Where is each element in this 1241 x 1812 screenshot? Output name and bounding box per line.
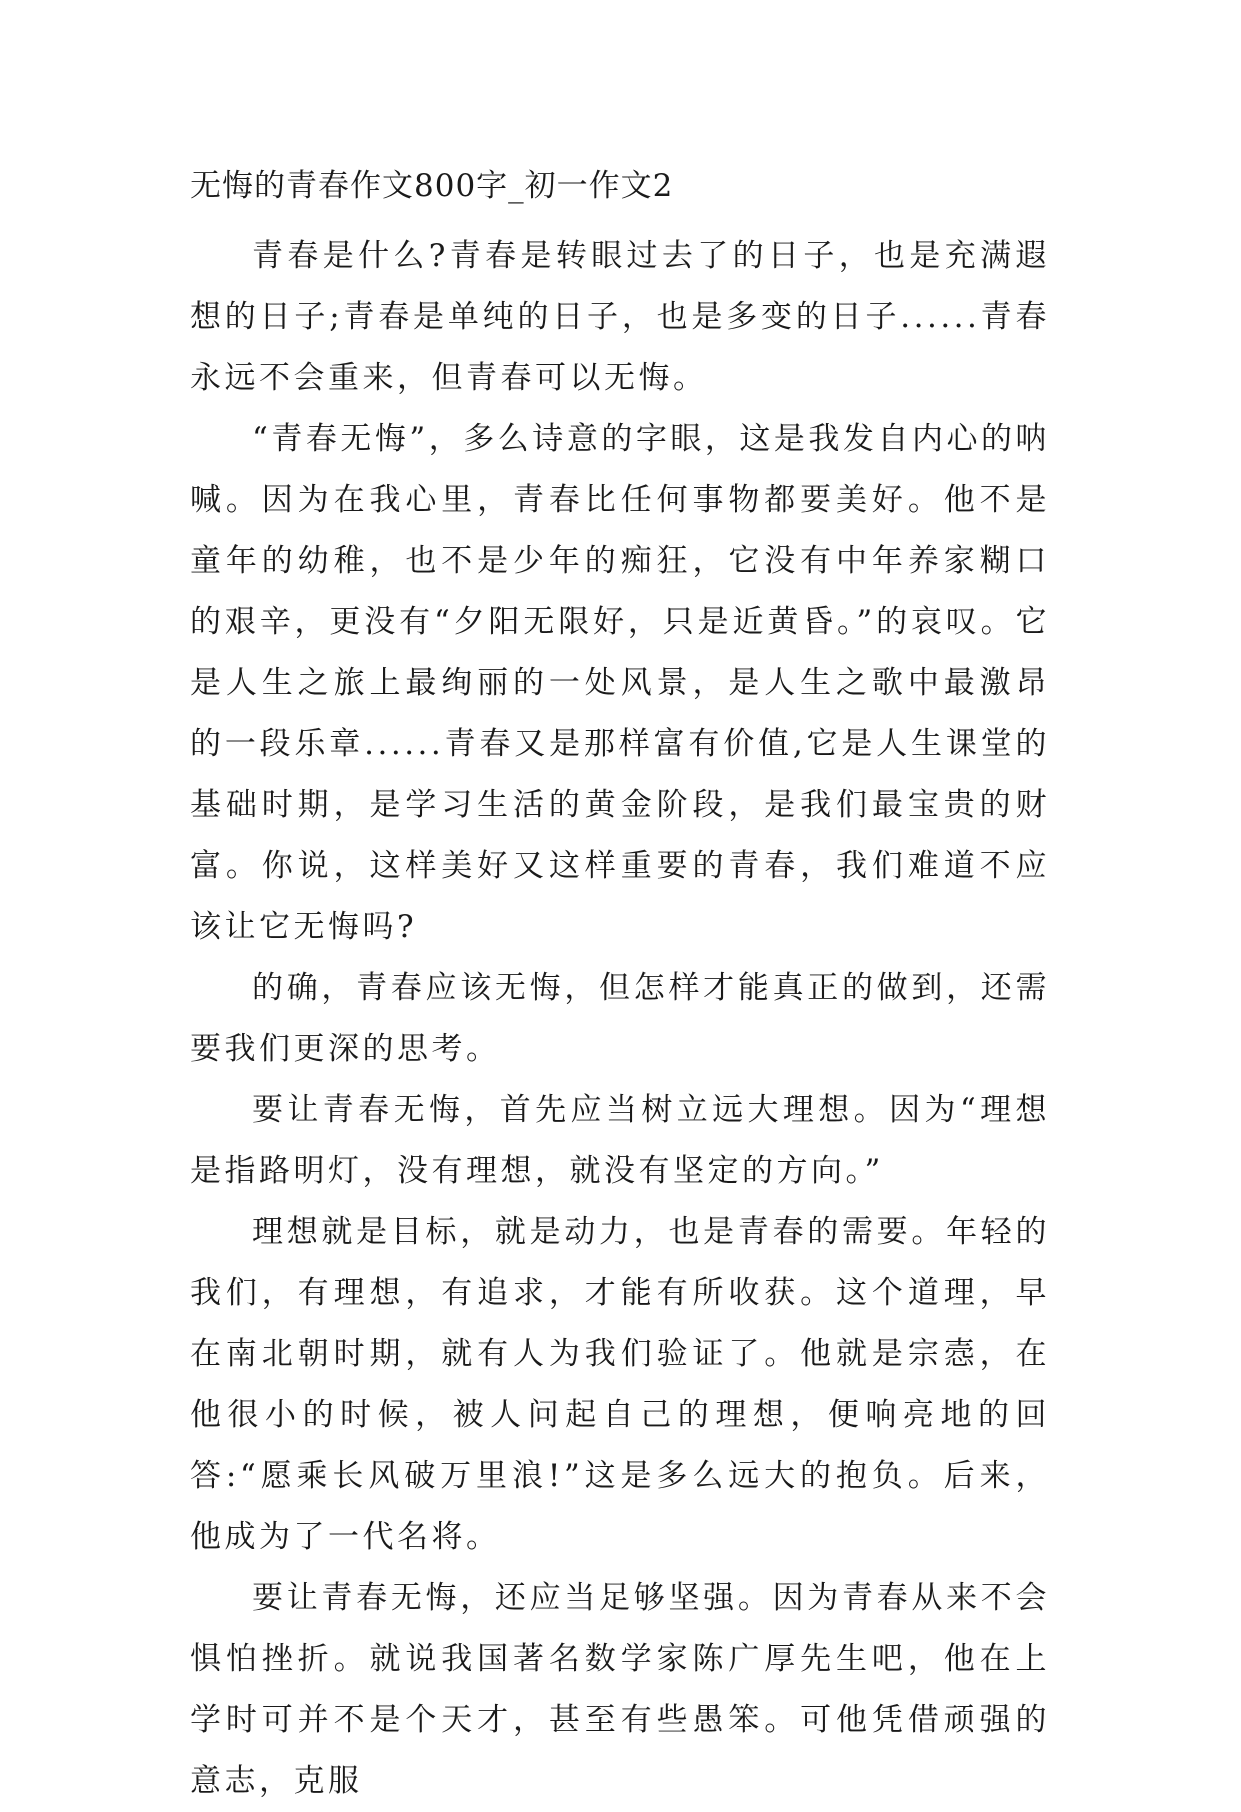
paragraph-6: 要让青春无悔，还应当足够坚强。因为青春从来不会惧怕挫折。就说我国著名数学家陈广厚先生吧，他在上学时可并不是个天才，甚至有些愚笨。可他凭借顽强的意志，克服: [190, 1580, 1050, 1799]
paragraph-5: 理想就是目标，就是动力，也是青春的需要。年轻的我们，有理想，有追求，才能有所收获。这个道理，早在南北朝时期，就有人为我们验证了。他就是宗悫，在他很小的时候，被人问起自己的理想，便响亮地的回答:“愿乘长风破万里浪!”这是多么远大的抱负。后来，他成为了一代名将。: [190, 1214, 1050, 1555]
document-body: [190, 166, 1050, 1812]
paragraph-4: 要让青春无悔，首先应当树立远大理想。因为“理想是指路明灯，没有理想，就没有坚定的方向。”: [190, 1092, 1050, 1189]
paragraph-1: 青春是什么?青春是转眼过去了的日子，也是充满遐想的日子;青春是单纯的日子，也是多变的日子......青春永远不会重来，但青春可以无悔。: [190, 238, 1050, 396]
paragraph-3: 的确，青春应该无悔，但怎样才能真正的做到，还需要我们更深的思考。: [190, 970, 1050, 1067]
paragraph-2: “青春无悔”，多么诗意的字眼，这是我发自内心的呐喊。因为在我心里，青春比任何事物都要美好。他不是童年的幼稚，也不是少年的痴狂，它没有中年养家糊口的艰辛，更没有“夕阳无限好，只是近黄昏。”的哀叹。它是人生之旅上最绚丽的一处风景，是人生之歌中最激昂的一段乐章......青春又是那样富有价值,它是人生课堂的基础时期，是学习生活的黄金阶段，是我们最宝贵的财富。你说，这样美好又这样重要的青春，我们难道不应该让它无悔吗?: [190, 421, 1050, 945]
document-title: 无悔的青春作文800字_初一作文2: [190, 168, 674, 204]
